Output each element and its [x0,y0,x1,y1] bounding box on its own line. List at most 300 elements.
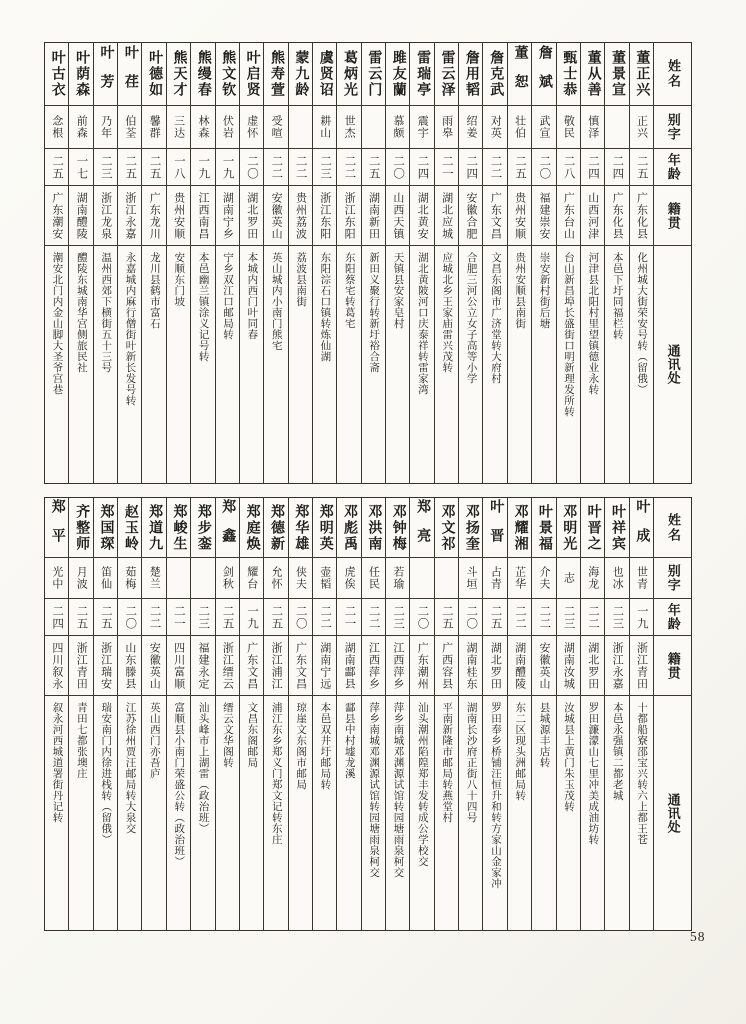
entry-origin: 广东化县 [611,191,624,240]
entry-courtesy-cell [118,557,141,598]
entry-address: 贵州安顺县南街 [514,252,526,329]
entry-address-cell [581,245,604,483]
entry-address: 十都船寮邵宝兴转六上都王苍 [636,702,648,845]
directory-entry-column [288,43,312,483]
entry-name: 赵玉岭 [122,503,138,552]
entry-age: 一九 [246,604,258,630]
entry-name: 郑庭焕 [244,503,260,552]
entry-origin-cell [313,185,336,245]
entry-name-cell [459,498,482,557]
entry-age-cell [191,598,214,635]
entry-name-cell [264,43,287,105]
entry-name: 郑亮 [415,498,431,557]
entry-name-cell [191,498,214,557]
entry-name-cell [483,43,506,105]
entry-courtesy: 慎泽 [586,115,599,139]
entry-courtesy-cell [167,557,190,598]
entry-courtesy-cell [483,105,506,148]
entry-courtesy-cell [386,557,409,598]
entry-name-cell [483,498,506,557]
entry-courtesy-cell [313,105,336,148]
entry-origin: 浙江东阳 [318,191,331,240]
entry-address: 本邑下圩同福栏转 [611,252,623,340]
entry-address-cell [459,245,482,483]
entry-origin: 湖南宁乡 [221,191,234,240]
entry-origin: 广东文昌 [245,641,258,690]
entry-address: 宁乡双江口邮局转 [221,252,233,340]
entry-name: 雷云门 [366,50,382,98]
entry-origin: 四川叙永 [50,641,63,690]
entry-age-cell [605,148,628,185]
entry-courtesy: 斗垣 [464,566,477,590]
entry-courtesy: 三达 [172,115,185,139]
entry-name: 雎友蘭 [390,50,406,98]
entry-courtesy-cell [289,557,312,598]
entry-courtesy: 也冰 [611,566,624,590]
entry-courtesy-cell [581,557,604,598]
entry-age: 二〇 [465,604,478,630]
entry-address-cell [557,695,580,930]
entry-origin-cell [532,635,555,695]
entry-courtesy: 绍姜 [464,115,477,139]
entry-age-cell [532,148,555,185]
entry-courtesy-cell [118,105,141,148]
entry-address: 江苏徐州贾汪邮局转大泉交 [124,702,136,834]
directory-entry-column [336,43,360,483]
entry-name-cell [362,43,385,105]
entry-age-cell [289,598,312,635]
entry-origin-cell [532,185,555,245]
entry-origin-cell [69,635,92,695]
entry-address-cell [532,245,555,483]
entry-age: 二三 [611,604,624,630]
entry-age: 二三 [197,604,210,630]
entry-age: 二三 [392,604,405,630]
entry-origin-cell [557,185,580,245]
directory-entry-column [361,498,385,930]
entry-courtesy-cell [581,105,604,148]
directory-entry-column [629,498,653,930]
header-name-label: 姓名 [665,59,681,89]
entry-origin: 四川富顺 [172,641,185,690]
entry-courtesy: 林森 [197,115,209,139]
entry-age-cell [313,598,336,635]
entry-origin: 广东潮州 [416,641,429,690]
directory-entry-column [93,498,117,930]
entry-address-cell [142,245,165,483]
entry-origin: 湖北罗田 [586,641,599,690]
entry-origin: 湖北应城 [440,191,453,240]
entry-origin: 湖南酃县 [343,641,356,690]
entry-origin: 山西河津 [586,191,599,240]
entry-name-cell [216,43,239,105]
entry-age: 二五 [221,604,234,630]
entry-courtesy: 对英 [489,115,502,139]
entry-age: 二二 [343,154,356,180]
entry-address: 醴陵东城南华宫侧旅民社 [75,252,87,373]
entry-age-cell [45,148,68,185]
entry-name: 叶晋之 [585,503,601,552]
entry-age-cell [508,148,531,185]
entry-age: 二二 [148,604,161,630]
entry-age: 二五 [489,604,502,630]
directory-entry-column [68,498,92,930]
entry-courtesy-cell [264,557,287,598]
header-age-label: 年龄 [665,153,681,181]
entry-age-cell [313,148,336,185]
entry-age-cell [410,148,433,185]
entry-name-cell [69,498,92,557]
entry-name-cell [557,43,580,105]
entry-name-cell [289,43,312,105]
entry-name: 詹克武 [488,50,504,98]
entry-origin: 广东文昌 [294,641,307,690]
entry-courtesy: 念根 [50,115,63,139]
header-name-label: 姓名 [665,512,681,543]
entry-origin-cell [410,185,433,245]
entry-name: 郑鑫 [220,498,236,557]
entry-address-cell [94,245,117,483]
entry-origin: 浙江青田 [75,641,88,690]
entry-origin-cell [605,185,628,245]
entry-age: 二四 [587,154,600,180]
entry-age: 二〇 [124,604,137,630]
directory-entry-column [385,43,409,483]
entry-age: 二二 [513,604,526,630]
entry-age-cell [289,148,312,185]
entry-age-cell [386,148,409,185]
entry-address: 荔波县南街 [295,252,307,307]
entry-age-cell [240,148,263,185]
entry-courtesy-cell [337,105,360,148]
directory-entry-column [604,498,628,930]
entry-name-cell [435,498,458,557]
entry-name-cell [313,498,336,557]
entry-name-cell [264,498,287,557]
entry-address: 东二区现头洲邮局转 [514,702,526,801]
entry-origin-cell [362,185,385,245]
entry-age-cell [264,148,287,185]
entry-name-cell [337,43,360,105]
entry-address: 浦江东乡郑义门郑文记转东庄 [270,702,282,845]
entry-courtesy: 志 [562,572,575,584]
header-origin-label: 籍贯 [665,651,681,680]
entry-origin: 江西萍乡 [391,641,404,690]
entry-age-cell [337,598,360,635]
entry-origin-cell [167,185,190,245]
entry-courtesy: 允怀 [270,566,283,590]
entry-address-cell [362,245,385,483]
entry-age: 一七 [75,154,88,180]
entry-name: 熊天才 [171,50,187,98]
entry-name-cell [142,43,165,105]
entry-address: 安顺东门坡 [173,252,185,307]
entry-age-cell [142,598,165,635]
entry-address: 汕头峰市上湖雷（政治班） [197,702,209,834]
entry-courtesy-cell [191,557,214,598]
entry-address: 瑞安南门内徐进栈转（留俄） [100,702,112,845]
entry-name: 葛炳光 [342,50,358,98]
header-address-cell [654,695,691,930]
entry-name: 叶德如 [147,50,163,98]
entry-name: 邓文祁 [439,503,455,552]
entry-courtesy-cell [483,557,506,598]
entry-age-cell [435,148,458,185]
entry-courtesy-cell [313,557,336,598]
entry-age: 二二 [587,604,600,630]
entry-origin: 湖南醴陵 [513,641,526,690]
entry-age-cell [508,598,531,635]
entry-age: 二〇 [246,154,258,180]
entry-age-cell [605,598,628,635]
entry-courtesy: 敬民 [562,115,575,139]
entry-courtesy: 壶韬 [318,566,331,590]
entry-age-cell [337,148,360,185]
entry-name: 邓扬奎 [463,503,479,552]
entry-courtesy-cell [386,105,409,148]
entry-origin-cell [142,635,165,695]
entry-address: 罗田濂濛山七里冲美成油坊转 [587,702,599,845]
entry-origin-cell [191,635,214,695]
entry-courtesy-cell [94,105,117,148]
entry-courtesy-cell [532,105,555,148]
entry-name-cell [508,43,531,105]
entry-courtesy-cell [508,105,531,148]
entry-origin-cell [142,185,165,245]
entry-courtesy-cell [410,105,433,148]
directory-entry-column [141,498,165,930]
entry-name-cell [630,43,653,105]
entry-address: 本城内西门叶同春 [246,252,258,340]
entry-address: 本邑永强镇二都老城 [611,702,623,801]
header-address-cell [654,245,691,483]
directory-entry-column [288,498,312,930]
entry-name-cell [45,43,68,105]
entry-age-cell [459,148,482,185]
entry-name-cell [386,43,409,105]
entry-name-cell [605,43,628,105]
entry-name: 郑明英 [317,503,333,552]
entry-address: 文昌东阁邮局 [246,702,258,768]
entry-age-cell [142,148,165,185]
entry-age: 二一 [440,154,453,180]
entry-name: 甄士恭 [561,50,577,98]
entry-courtesy-cell [337,557,360,598]
entry-origin-cell [337,185,360,245]
directory-entry-column [263,43,287,483]
entry-name-cell [240,498,263,557]
entry-origin: 安徽英山 [148,641,161,690]
entry-courtesy-cell [532,557,555,598]
directory-entry-column [385,498,409,930]
entry-age: 二五 [440,604,453,630]
entry-address-cell [483,695,506,930]
entry-age: 二五 [124,154,137,180]
entry-courtesy: 伏岩 [221,115,234,139]
entry-courtesy: 馨群 [148,115,161,139]
directory-entry-column [166,43,190,483]
entry-age: 二二 [489,154,502,180]
entry-age-cell [630,148,653,185]
entry-origin: 广东化县 [635,191,648,240]
entry-address-cell [508,695,531,930]
entry-courtesy-cell [216,105,239,148]
entry-origin: 浙江瑞安 [99,641,112,690]
entry-name-cell [410,43,433,105]
entry-address-cell [216,245,239,483]
directory-entry-column [556,498,580,930]
directory-entry-column [239,43,263,483]
directory-entry-column [507,498,531,930]
entry-age: 二三 [99,154,112,180]
directory-entry-column [263,498,287,930]
entry-age-cell [410,598,433,635]
entry-courtesy: 芷华 [513,566,526,590]
entry-origin: 安徽合肥 [464,191,477,240]
entry-name-cell [240,43,263,105]
directory-entry-column [629,43,653,483]
entry-name: 郑德新 [268,503,284,552]
entry-courtesy: 震宇 [416,115,429,139]
entry-age-cell [216,148,239,185]
header-name-cell [654,43,691,105]
entry-age: 二五 [99,604,112,630]
entry-name-cell [508,498,531,557]
directory-entry-column [117,43,141,483]
entry-address-cell [167,695,190,930]
entry-name: 郑步銮 [195,503,211,552]
entry-origin: 福建永定 [197,641,209,690]
entry-age-cell [581,598,604,635]
header-address-label: 通讯处 [665,344,681,385]
header-age-label: 年龄 [665,603,681,631]
entry-origin-cell [581,635,604,695]
entry-address: 青田七都张墺庄 [75,702,87,779]
entry-address-cell [337,245,360,483]
entry-name: 雷云泽 [439,50,455,98]
entry-address-cell [191,695,214,930]
entry-courtesy-cell [216,557,239,598]
entry-address: 汝城县上黄门朱玉茂转 [563,702,575,812]
entry-age-cell [362,598,385,635]
entry-origin-cell [191,185,214,245]
entry-address: 应城北乡王家庙雷兴茂转 [441,252,453,373]
entry-address: 汕头潮州陷隍郑丰发转成公学校交 [416,702,428,867]
entry-name-cell [191,43,214,105]
entry-courtesy: 楚兰 [148,566,161,590]
table-header-column [653,498,691,930]
entry-courtesy-cell [167,105,190,148]
entry-address: 县城源丰店转 [538,702,550,768]
entry-name-cell [532,43,555,105]
entry-address: 合肥三河公立女子高等小学 [465,252,477,384]
entry-address-cell [313,245,336,483]
entry-courtesy-cell [45,105,68,148]
directory-entry-column [434,43,458,483]
entry-address: 缙云文华阁转 [221,702,233,768]
entry-courtesy: 光中 [50,566,63,590]
entry-origin: 广东文昌 [489,191,502,240]
entry-name: 叶晋 [488,498,504,557]
entry-name: 熊寿萱 [268,50,284,98]
entry-courtesy: 正兴 [635,115,648,139]
directory-entry-column [361,43,385,483]
entry-address-cell [313,695,336,930]
entry-origin-cell [435,635,458,695]
entry-origin-cell [508,635,531,695]
entry-address-cell [264,695,287,930]
entry-age: 二四 [51,604,64,630]
entry-origin-cell [630,635,653,695]
entry-courtesy: 占青 [489,566,502,590]
entry-age: 二三 [562,604,575,630]
entry-address-cell [118,245,141,483]
entry-courtesy: 世杰 [343,115,356,139]
directory-entry-column [409,498,433,930]
directory-entry-column [458,43,482,483]
directory-entry-column [482,43,506,483]
entry-origin: 安徽英山 [538,641,551,690]
directory-entry-column [336,498,360,930]
entry-address-cell [459,695,482,930]
entry-age: 二二 [319,604,332,630]
entry-name: 熊缦春 [195,50,211,98]
entry-name: 雷瑞亭 [415,50,431,98]
directory-entry-column [45,43,68,483]
header-courtesy-label: 别字 [665,113,681,141]
entry-courtesy: 笛仙 [99,566,112,590]
entry-name: 齐整师 [74,503,90,552]
entry-age: 二〇 [538,154,551,180]
entry-courtesy: 月波 [75,566,88,590]
directory-entry-column [434,498,458,930]
entry-name-cell [532,498,555,557]
entry-name-cell [167,43,190,105]
entry-courtesy-cell [508,557,531,598]
entry-name: 郑国琛 [98,503,114,552]
entry-courtesy-cell [630,557,653,598]
entry-address-cell [410,245,433,483]
entry-name-cell [605,498,628,557]
entry-name: 董正兴 [634,50,650,98]
entry-origin-cell [216,635,239,695]
entry-name-cell [557,498,580,557]
entry-age: 二四 [416,154,429,180]
entry-origin-cell [94,185,117,245]
entry-name-cell [435,43,458,105]
entry-origin-cell [337,635,360,695]
entry-origin: 广东龙川 [148,191,161,240]
entry-origin: 江西南昌 [197,191,209,240]
entry-age-cell [362,148,385,185]
entry-address-cell [240,245,263,483]
entry-name: 叶芳 [98,45,114,103]
entry-origin: 浙江青田 [635,641,648,690]
header-origin-cell [654,185,691,245]
entry-origin: 福建崇安 [538,191,551,240]
entry-name: 邓洪南 [366,503,382,552]
header-origin-cell [654,635,691,695]
entry-address-cell [508,245,531,483]
entry-age-cell [118,148,141,185]
entry-name: 虞贤诏 [317,50,333,98]
entry-courtesy: 慕颇 [391,115,404,139]
entry-courtesy-cell [605,557,628,598]
entry-courtesy-cell [240,557,263,598]
entry-address: 温州西郊下横街五十三号 [100,252,112,373]
directory-entry-column [604,43,628,483]
entry-address: 东阳蔡宅转葛宅 [343,252,355,329]
